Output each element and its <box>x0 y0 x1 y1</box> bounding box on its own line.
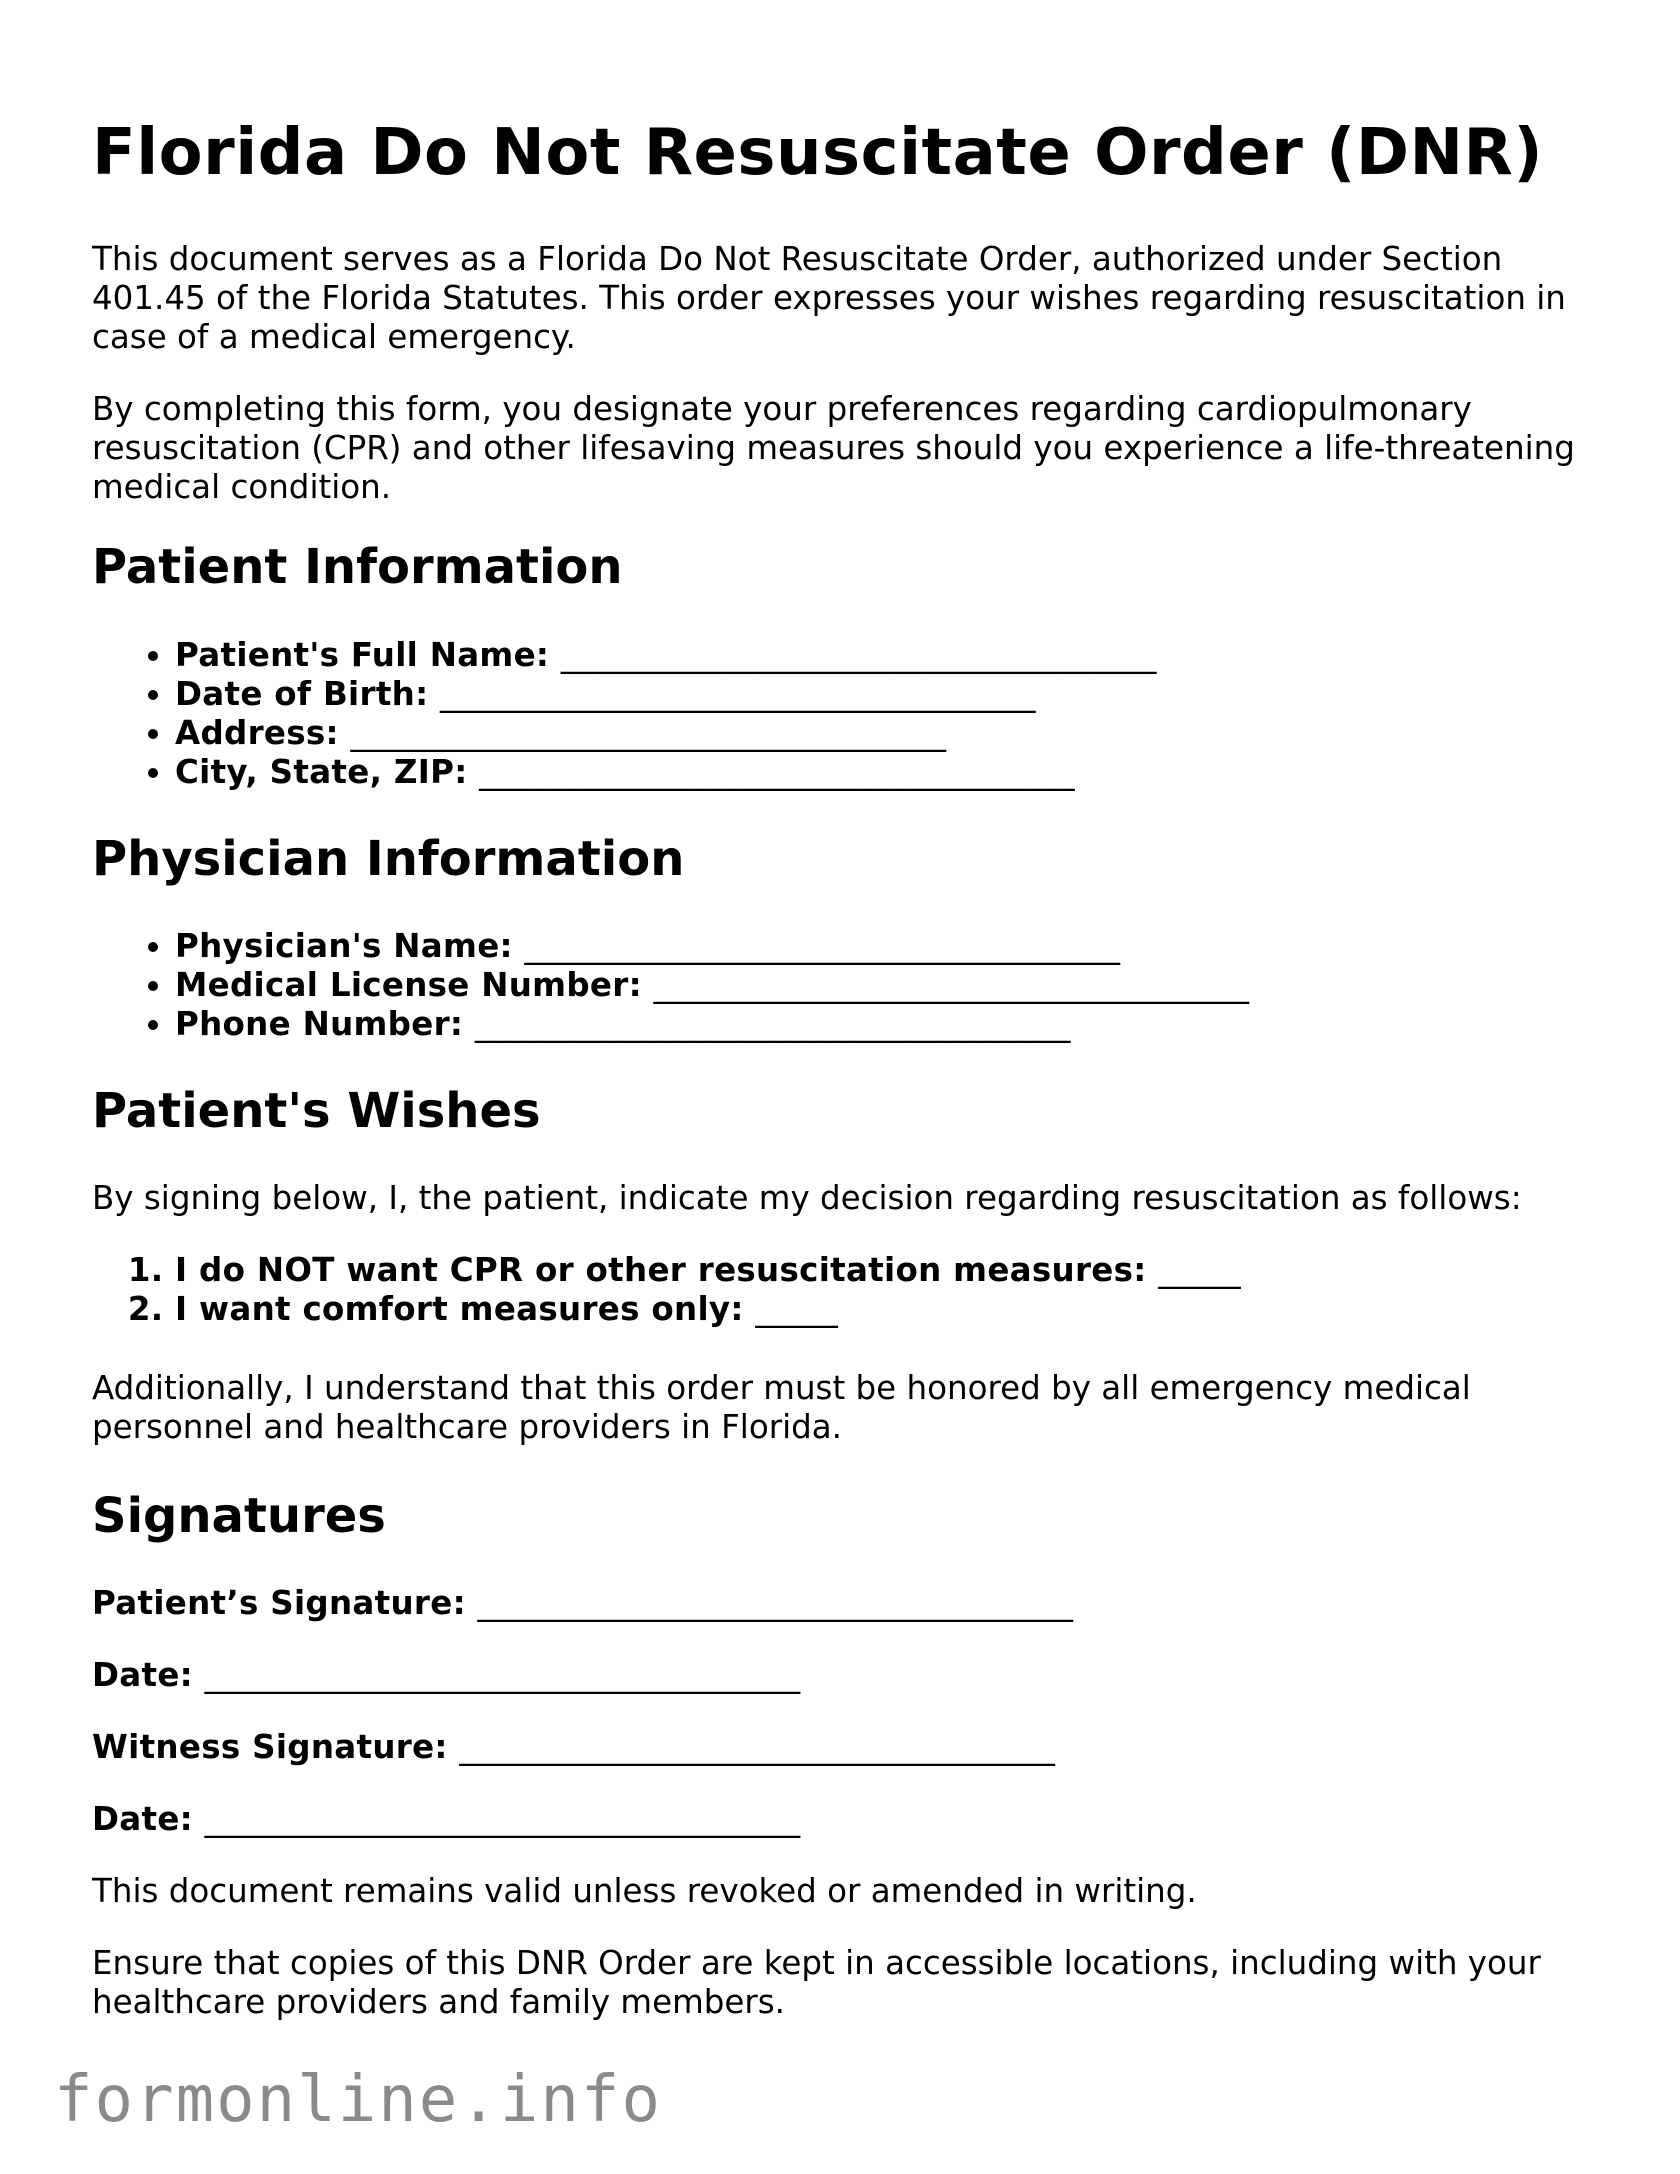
blank-line[interactable]: ____________________________________ <box>560 635 1157 674</box>
physician-name-field[interactable] <box>175 927 1602 966</box>
blank-line[interactable]: ____________________________________ <box>524 926 1121 965</box>
document-page <box>92 118 1602 2055</box>
medical-license-field[interactable] <box>175 966 1602 1005</box>
field-label: Date: <box>92 1800 193 1839</box>
witness-signature-line[interactable] <box>92 1728 1602 1767</box>
validity-note: This document remains valid unless revoked or amended in writing. <box>92 1872 1197 1911</box>
date-of-birth-field[interactable] <box>175 675 1602 714</box>
field-label: Phone Number: <box>175 1004 464 1043</box>
phone-number-field[interactable] <box>175 1005 1602 1044</box>
field-label: Physician's Name: <box>175 926 513 965</box>
patient-info-heading: Patient Information <box>92 539 623 596</box>
blank-line[interactable]: ____________________________________ <box>204 1656 801 1695</box>
blank-line[interactable]: ____________________________________ <box>459 1728 1056 1767</box>
field-label: Witness Signature: <box>92 1728 448 1767</box>
wishes-options-list <box>92 1251 1602 1329</box>
blank-line[interactable]: _____ <box>755 1289 839 1328</box>
blank-line[interactable]: ____________________________________ <box>477 1584 1074 1623</box>
field-label: Patient's Full Name: <box>175 635 550 674</box>
field-label: Date: <box>92 1656 193 1695</box>
patient-date-line[interactable] <box>92 1656 1602 1695</box>
blank-line[interactable]: ____________________________________ <box>350 713 947 752</box>
field-label: Address: <box>175 713 339 752</box>
physician-info-list <box>92 927 1602 1044</box>
blank-line[interactable]: ____________________________________ <box>440 674 1036 713</box>
intro-paragraph-2: By completing this form, you designate your preferences regarding cardiopulmonary resuscitation (CPR) and other lifesaving measures should you experience a life-threatening medical condition. <box>92 390 1575 507</box>
wishes-intro: By signing below, I, the patient, indicate my decision regarding resuscitation as follows: <box>92 1178 1522 1217</box>
document-title: Florida Do Not Resuscitate Order (DNR) <box>92 116 1544 190</box>
field-label: City, State, ZIP: <box>175 752 468 791</box>
field-label: Medical License Number: <box>175 965 642 1004</box>
blank-line[interactable]: ____________________________________ <box>479 752 1075 791</box>
physician-info-heading: Physician Information <box>92 830 685 887</box>
copies-note: Ensure that copies of this DNR Order are kept in accessible locations, including with your healthcare providers and family members. <box>92 1944 1541 2022</box>
patient-signature-line[interactable] <box>92 1584 1602 1623</box>
witness-date-line[interactable] <box>92 1800 1602 1839</box>
blank-line[interactable]: ____________________________________ <box>474 1004 1071 1043</box>
watermark: formonline.info <box>54 2063 662 2137</box>
option-label: I do NOT want CPR or other resuscitation measures: <box>175 1250 1147 1289</box>
blank-line[interactable]: _____ <box>1158 1250 1241 1289</box>
wishes-note: Additionally, I understand that this order must be honored by all emergency medical personnel and healthcare providers in Florida. <box>92 1368 1471 1446</box>
no-cpr-option[interactable] <box>175 1251 1602 1290</box>
field-label: Date of Birth: <box>175 674 429 713</box>
blank-line[interactable]: ____________________________________ <box>653 965 1250 1004</box>
address-field[interactable] <box>175 714 1602 753</box>
option-label: I want comfort measures only: <box>175 1289 744 1328</box>
signatures-heading: Signatures <box>92 1487 386 1544</box>
field-label: Patient’s Signature: <box>92 1584 466 1623</box>
city-state-zip-field[interactable] <box>175 753 1602 792</box>
patient-name-field[interactable] <box>175 636 1602 675</box>
patient-info-list <box>92 636 1602 792</box>
blank-line[interactable]: ____________________________________ <box>204 1800 801 1839</box>
intro-paragraph-1: This document serves as a Florida Do Not Resuscitate Order, authorized under Section 401.45 of the Florida Statutes. This order expresses your wishes regarding resuscitation in case of a medical emergency. <box>92 240 1566 357</box>
comfort-measures-option[interactable] <box>175 1290 1602 1329</box>
patient-wishes-heading: Patient's Wishes <box>92 1082 541 1139</box>
